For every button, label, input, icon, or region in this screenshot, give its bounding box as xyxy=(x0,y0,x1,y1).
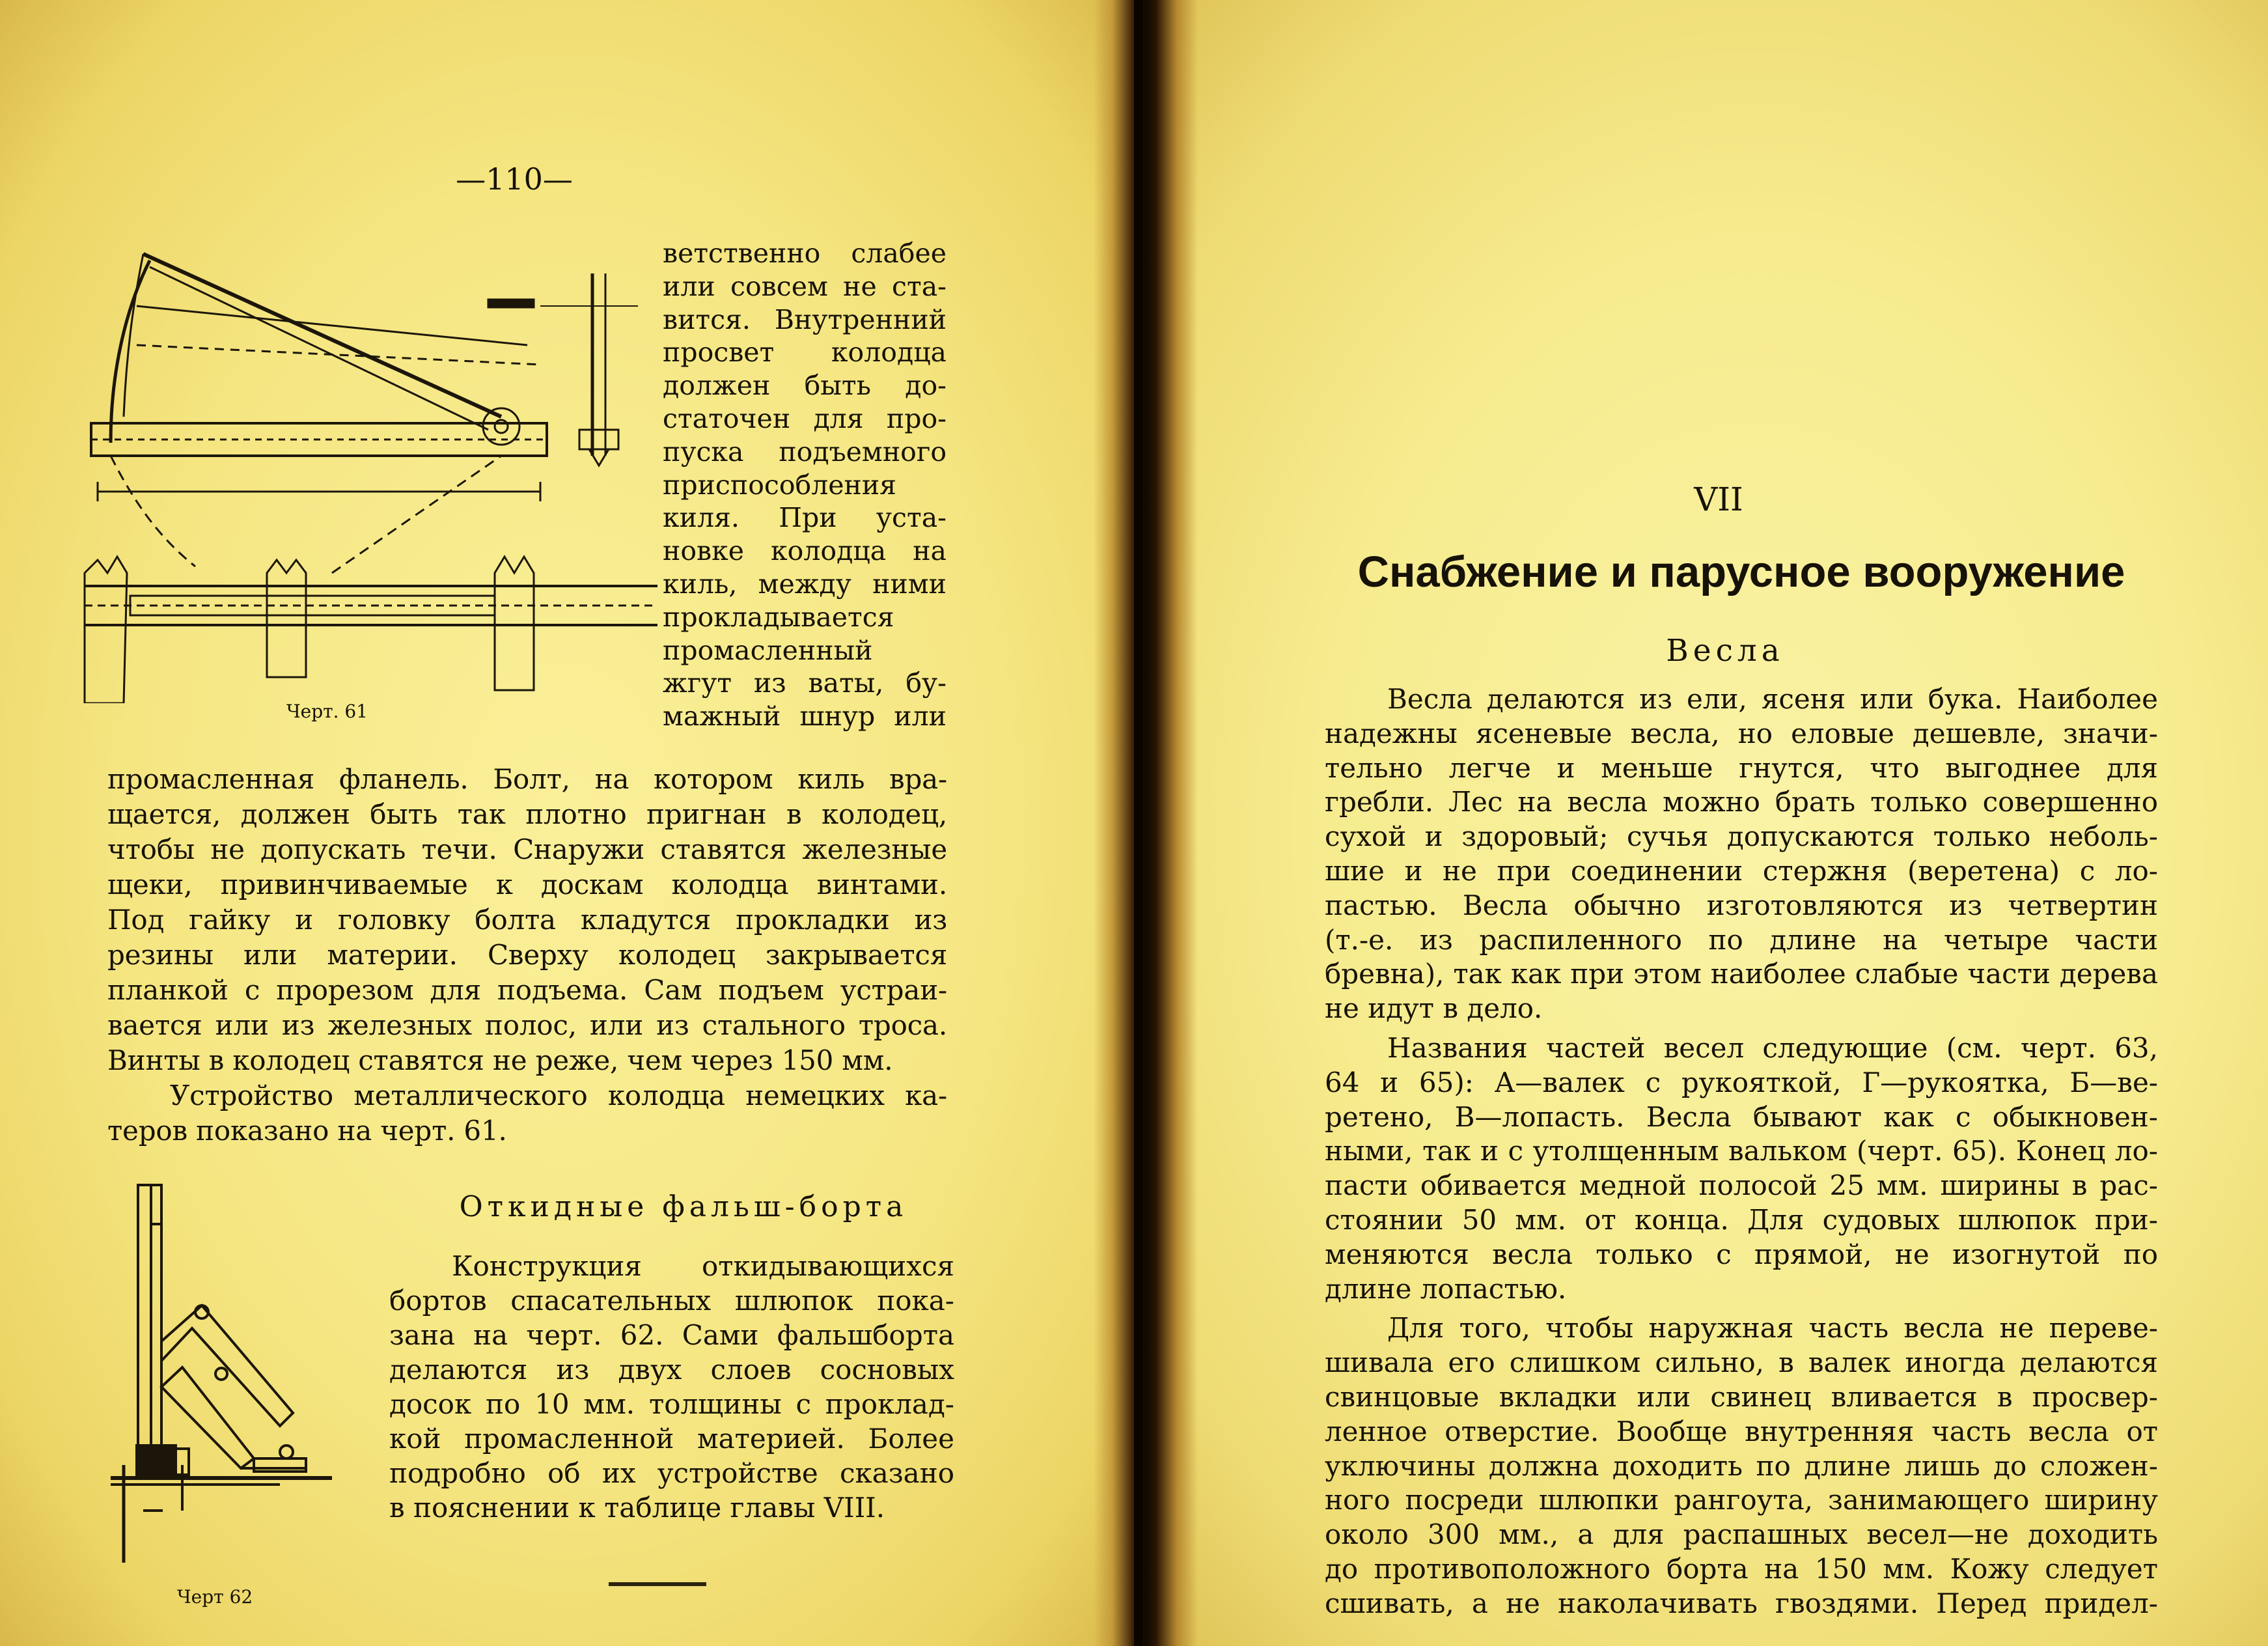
text-line: планкой с прорезом для подъема. Сам подъем устраи- xyxy=(107,974,947,1006)
text-line: уключины должна доходить по длине лишь до сложен- xyxy=(1325,1449,2158,1482)
text-line: щается, должен быть так плотно пригнан в колодец, xyxy=(107,798,947,830)
text-line: в пояснении к таблице главы VIII. xyxy=(389,1492,885,1524)
text-line: Для того, чтобы наружная часть весла не переве- xyxy=(1387,1312,2158,1345)
text-line: подробно об их устройстве сказано xyxy=(389,1457,954,1489)
oars-body-text xyxy=(1325,682,2158,1621)
section-title-folding-bulwarks: Откидные фальш-борта xyxy=(459,1190,908,1223)
folding-bulwarks-text xyxy=(389,1249,954,1525)
text-line: киля. При уста- xyxy=(663,502,947,534)
bleed-through-text xyxy=(1321,215,2168,313)
text-line: промасленный xyxy=(663,634,873,666)
figure-61-centerboard-well-drawing xyxy=(72,234,657,703)
text-line: щеки, привинчиваемые к доскам колодца винтами. xyxy=(107,869,947,900)
text-line: новке колодца на xyxy=(663,535,947,567)
text-line: пуска подъемного xyxy=(663,436,947,467)
text-line: надежны ясеневые весла, но еловые дешевле, значи- xyxy=(1325,717,2158,749)
text-line: не идут в дело. xyxy=(1325,992,1543,1025)
text-line: киль, между ними xyxy=(663,568,947,600)
text-line: (т.-е. из распиленного по длине на четыре части xyxy=(1325,923,2158,956)
text-line: статочен для про- xyxy=(663,402,947,434)
chapter-end-rule xyxy=(609,1582,706,1586)
text-line: прокладывается xyxy=(663,601,894,633)
text-line: ного посреди шлюпки рангоута, занимающего ширину xyxy=(1325,1484,2158,1516)
text-line: сухой и здоровый; сучья допускаются только неболь- xyxy=(1325,820,2158,853)
text-line: шивала его слишком сильно, в валек иногда делаются xyxy=(1325,1346,2158,1379)
text-line: Винты в колодец ставятся не реже, чем через 150 мм. xyxy=(107,1044,893,1076)
left-body-text xyxy=(107,762,947,1149)
text-line: пастью. Весла обычно изготовляются из четвертин xyxy=(1325,889,2158,921)
figure-61-caption: Черт. 61 xyxy=(286,701,368,722)
text-line: приспособления xyxy=(663,469,897,501)
text-line: вится. Внутренний xyxy=(663,303,947,335)
text-line: Под гайку и головку болта кладутся прокладки из xyxy=(107,904,947,936)
text-line: до противоположного борта на 150 мм. Кожу следует xyxy=(1325,1552,2158,1585)
text-line: зана на черт. 62. Сами фальшборта xyxy=(389,1319,954,1351)
text-line: Названия частей весел следующие (см. черт. 63, xyxy=(1387,1031,2158,1064)
text-line: около 300 мм., а для распашных весел—не доходить xyxy=(1325,1518,2158,1551)
text-line: жгут из ваты, бу- xyxy=(663,667,947,699)
text-line: Весла делаются из ели, ясеня или бука. Наиболее xyxy=(1387,683,2158,715)
page-number: —110— xyxy=(456,161,573,197)
text-line: стоянии 50 мм. от конца. Для судовых шлюпок при- xyxy=(1325,1203,2158,1236)
text-line: мажный шнур или xyxy=(663,701,947,732)
section-title-oars: Весла xyxy=(1666,633,1784,669)
text-line: гребли. Лес на весла можно брать только совершенно xyxy=(1325,786,2158,818)
text-line: бревна), так как при этом наиболее слабые части дерева xyxy=(1325,958,2158,990)
text-line: досок по 10 мм. толщины с проклад- xyxy=(389,1388,954,1420)
text-line: промасленная фланель. Болт, на котором киль вра- xyxy=(107,763,947,795)
text-line: делаются из двух слоев сосновых xyxy=(389,1354,954,1386)
figure-62-caption: Черт 62 xyxy=(177,1586,253,1608)
column-text-beside-figure-61 xyxy=(663,237,947,733)
text-line: 64 и 65): А—валек с рукояткой, Г—рукоятка, Б—ве- xyxy=(1325,1066,2158,1098)
text-line: или совсем не ста- xyxy=(663,270,947,302)
text-line: просвет колодца xyxy=(663,337,947,369)
text-line: меняются весла только с прямой, не изогнутой по xyxy=(1325,1238,2158,1270)
text-line: кой промасленной материей. Более xyxy=(389,1423,954,1455)
text-line: ветственно слабее xyxy=(663,238,947,269)
text-line: тельно легче и меньше гнутся, что выгоднее для xyxy=(1325,751,2158,784)
text-line: ретено, В—лопасть. Весла бывают как с обыкновен- xyxy=(1325,1100,2158,1133)
text-line: ленное отверстие. Вообще внутренняя часть весла от xyxy=(1325,1415,2158,1447)
text-line: вается или из железных полос, или из стального троса. xyxy=(107,1009,947,1041)
text-line: теров показано на черт. 61. xyxy=(107,1115,507,1147)
text-line: свинцовые вкладки или свинец вливается в просвер- xyxy=(1325,1380,2158,1413)
text-line: шие и не при соединении стержня (веретена) с ло- xyxy=(1325,854,2158,887)
text-line: резины или материи. Сверху колодец закрывается xyxy=(107,939,947,971)
spine-gutter xyxy=(1134,0,1143,1646)
chapter-numeral: VII xyxy=(1694,481,1743,518)
text-line: чтобы не допускать течи. Снаружи ставятся железные xyxy=(107,833,947,865)
text-line: сшивать, а не наколачивать гвоздями. Перед придел- xyxy=(1325,1587,2158,1619)
text-line: пасти обивается медной полосой 25 мм. ширины в рас- xyxy=(1325,1169,2158,1202)
text-line: Конструкция откидывающихся xyxy=(452,1250,954,1282)
text-line: Устройство металлического колодца немецких ка- xyxy=(170,1080,947,1111)
figure-62-folding-bulwark-drawing xyxy=(85,1172,371,1576)
text-line: длине лопастью. xyxy=(1325,1272,1567,1305)
text-line: бортов спасательных шлюпок пока- xyxy=(389,1285,954,1317)
chapter-title: Снабжение и парусное вооружение xyxy=(1357,548,2125,596)
book-spine xyxy=(1094,0,1198,1646)
text-line: ными, так и с утолщенным вальком (черт. 65). Конец ло- xyxy=(1325,1135,2158,1167)
text-line: должен быть до- xyxy=(663,370,947,402)
